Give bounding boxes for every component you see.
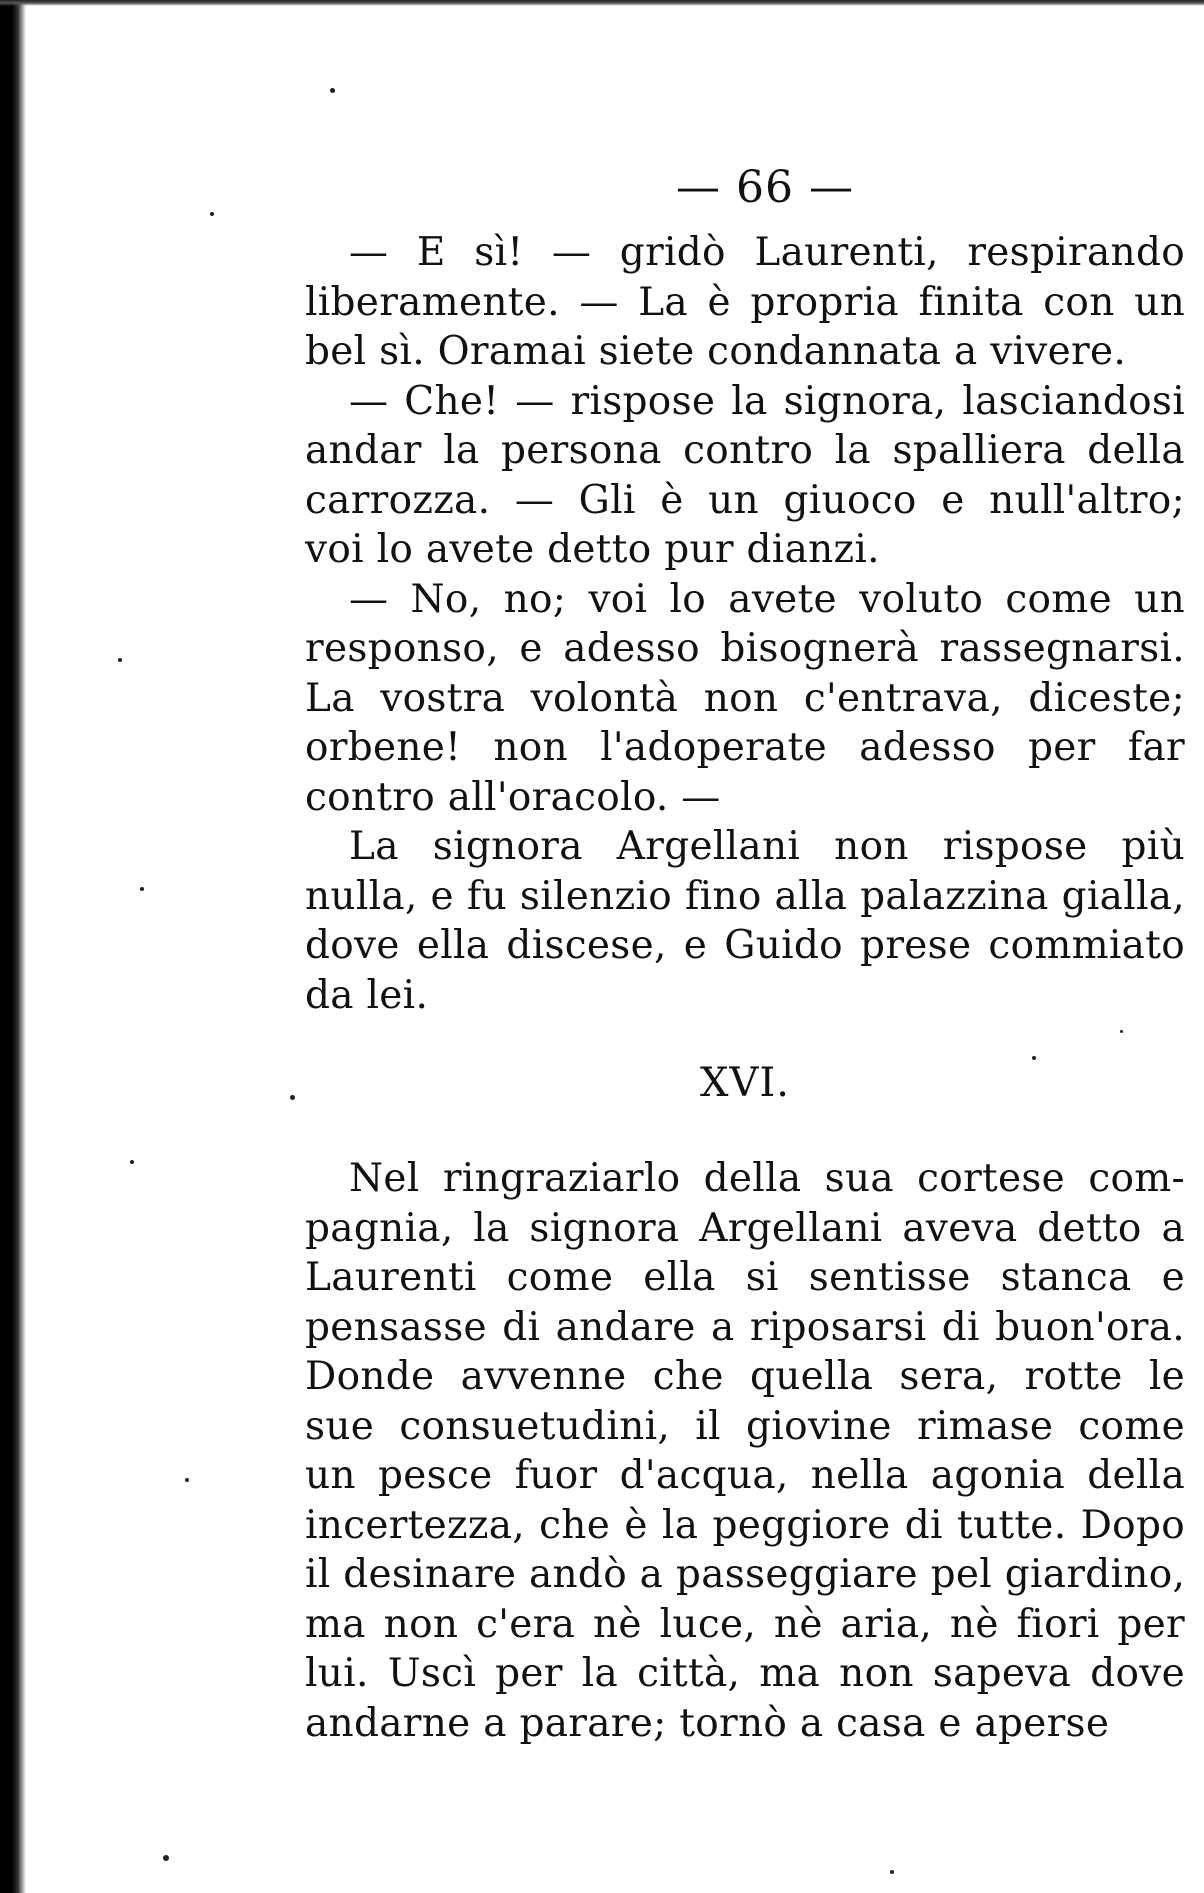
text-line: La signora Argellani non rispose più (349, 824, 1185, 869)
text-line: Nel ringraziarlo della sua cortese com- (349, 1156, 1185, 1201)
text-after-section (305, 1154, 1185, 1748)
text-line: carrozza. — Gli è un giuoco e null'altro; (305, 477, 1185, 523)
text-line: voi lo avete detto pur dianzi. (305, 527, 880, 572)
text-line: andar la persona contro la spalliera della (305, 428, 1185, 473)
text-line: liberamente. — La è propria finita con un (305, 279, 1185, 325)
text-line: — Che! — rispose la signora, lasciandosi (349, 378, 1185, 424)
text-before-section (305, 228, 1185, 1020)
scan-speck (1032, 1056, 1036, 1060)
section-heading: XVI. (700, 1060, 790, 1106)
text-line: nulla, e fu silenzio fino alla palazzina gialla, (305, 873, 1185, 919)
scan-speck (290, 1095, 295, 1100)
text-line: da lei. (305, 972, 429, 1018)
text-line: bel sì. Oramai siete condannata a vivere. (305, 329, 1127, 374)
text-line: responso, e adesso bisognerà rassegnarsi. (305, 626, 1185, 671)
scan-speck (210, 212, 214, 216)
scan-speck (1120, 1030, 1123, 1033)
scan-speck (163, 1855, 169, 1861)
book-page (305, 160, 1185, 1748)
text-line: — E sì! — gridò Laurenti, respirando (349, 230, 1185, 275)
scan-speck (185, 1478, 189, 1482)
text-line: — No, no; voi lo avete voluto come un (349, 576, 1185, 622)
text-line: pagnia, la signora Argellani aveva detto a (305, 1205, 1185, 1251)
text-line: ma non c'era nè luce, nè aria, nè fiori per (305, 1601, 1185, 1647)
text-line: pensasse di andare a riposarsi di buon'ora. (305, 1304, 1185, 1350)
text-line: lui. Uscì per la città, ma non sapeva dove (305, 1651, 1185, 1696)
scan-speck (330, 88, 335, 93)
top-edge (0, 0, 1204, 6)
text-line: il desinare andò a passeggiare pel giardino, (305, 1552, 1186, 1597)
scan-speck (140, 887, 144, 891)
scan-speck (118, 658, 122, 662)
binding-edge (0, 0, 26, 1893)
text-line: Laurenti come ella si sentisse stanca e (305, 1255, 1185, 1300)
text-line: dove ella discese, e Guido prese commiato (305, 923, 1185, 968)
text-line: sue consuetudini, il giovine rimase come (305, 1403, 1185, 1449)
text-line: contro all'oracolo. — (305, 774, 721, 820)
text-line: incertezza, che è la peggiore di tutte. Dopo (305, 1502, 1185, 1548)
text-line: La vostra volontà non c'entrava, diceste; (305, 675, 1185, 721)
page-number: — 66 — (676, 162, 854, 213)
scan-speck (130, 1160, 134, 1164)
text-line: Donde avvenne che quella sera, rotte le (305, 1354, 1185, 1399)
text-line: orbene! non l'adoperate adesso per far (305, 725, 1185, 770)
text-line: un pesce fuor d'acqua, nella agonia della (305, 1453, 1185, 1498)
text-line: andarne a parare; tornò a casa e aperse (305, 1700, 1110, 1746)
scan-speck (890, 1870, 894, 1874)
